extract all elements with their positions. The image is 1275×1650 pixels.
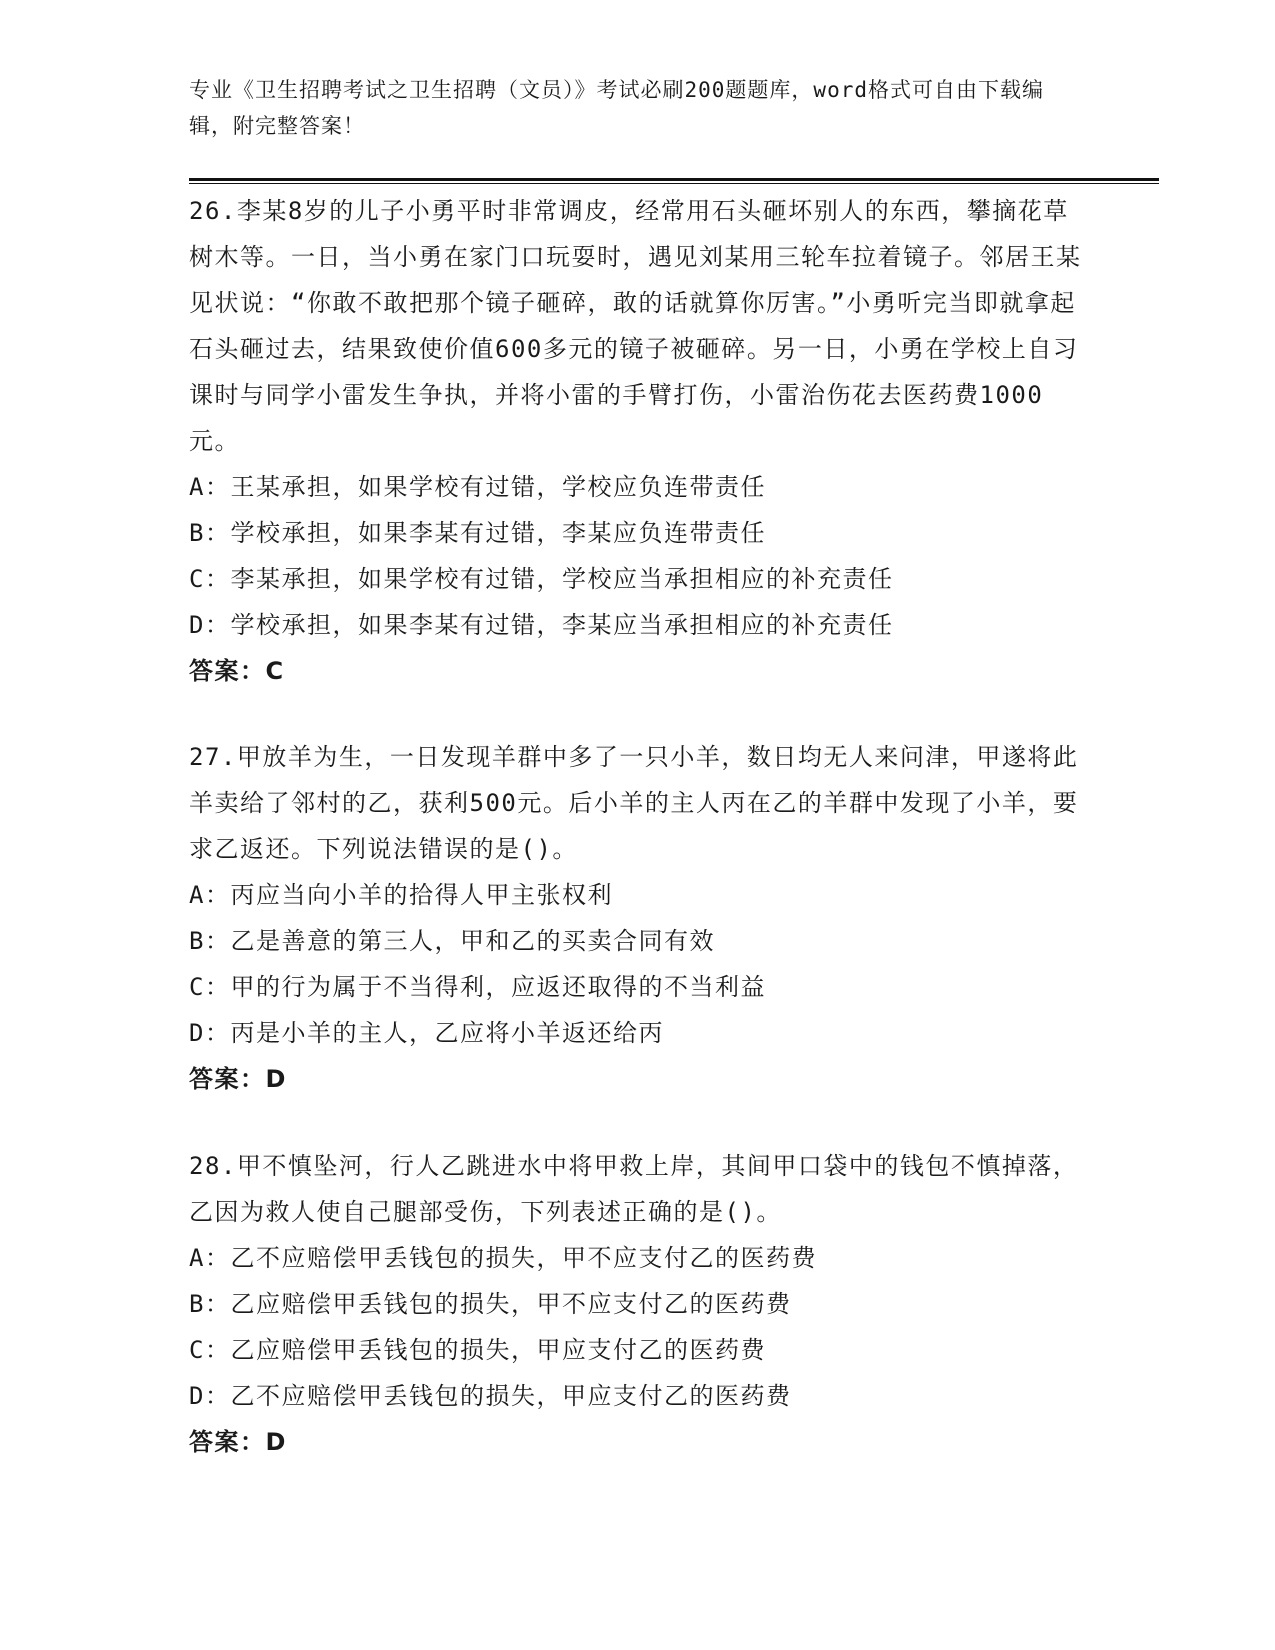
option-d: D：乙不应赔偿甲丢钱包的损失，甲应支付乙的医药费 [189, 1382, 792, 1410]
question-27 [189, 734, 1089, 1102]
option-c: C：李某承担，如果学校有过错，学校应当承担相应的补充责任 [189, 565, 894, 593]
header-rule-thin [189, 183, 1159, 184]
option-b: B：乙应赔偿甲丢钱包的损失，甲不应支付乙的医药费 [189, 1290, 792, 1318]
question-stem: 27.甲放羊为生，一日发现羊群中多了一只小羊，数日均无人来问津，甲遂将此羊卖给了邻村的乙，获利500元。后小羊的主人丙在乙的羊群中发现了小羊，要求乙返还。下列说法错误的是()。 [189, 743, 1079, 863]
option-d: D：丙是小羊的主人，乙应将小羊返还给丙 [189, 1019, 664, 1047]
answer: 答案：D [189, 1428, 287, 1456]
question-stem: 26.李某8岁的儿子小勇平时非常调皮，经常用石头砸坏别人的东西，攀摘花草树木等。一日，当小勇在家门口玩耍时，遇见刘某用三轮车拉着镜子。邻居王某见状说：“你敢不敢把那个镜子砸碎，敢的话就算你厉害。”小勇听完当即就拿起石头砸过去，结果致使价值600多元的镜子被砸碎。另一日，小勇在学校上自习课时与同学小雷发生争执，并将小雷的手臂打伤，小雷治伤花去医药费1000元。 [189, 197, 1082, 455]
header-rule-thick [189, 178, 1159, 181]
question-26 [189, 188, 1089, 694]
document-header: 专业《卫生招聘考试之卫生招聘（文员）》考试必刷200题题库，word格式可自由下载编辑，附完整答案！ [189, 78, 1044, 138]
option-d: D：学校承担，如果李某有过错，李某应当承担相应的补充责任 [189, 611, 894, 639]
option-b: B：学校承担，如果李某有过错，李某应负连带责任 [189, 519, 766, 547]
question-28 [189, 1143, 1089, 1465]
answer: 答案：C [189, 657, 285, 685]
option-a: A：王某承担，如果学校有过错，学校应负连带责任 [189, 473, 766, 501]
option-b: B：乙是善意的第三人，甲和乙的买卖合同有效 [189, 927, 715, 955]
option-c: C：甲的行为属于不当得利，应返还取得的不当利益 [189, 973, 766, 1001]
option-a: A：乙不应赔偿甲丢钱包的损失，甲不应支付乙的医药费 [189, 1244, 817, 1272]
option-a: A：丙应当向小羊的拾得人甲主张权利 [189, 881, 613, 909]
option-c: C：乙应赔偿甲丢钱包的损失，甲应支付乙的医药费 [189, 1336, 766, 1364]
answer: 答案：D [189, 1065, 287, 1093]
question-stem: 28.甲不慎坠河，行人乙跳进水中将甲救上岸，其间甲口袋中的钱包不慎掉落，乙因为救人使自己腿部受伤，下列表述正确的是()。 [189, 1152, 1079, 1226]
